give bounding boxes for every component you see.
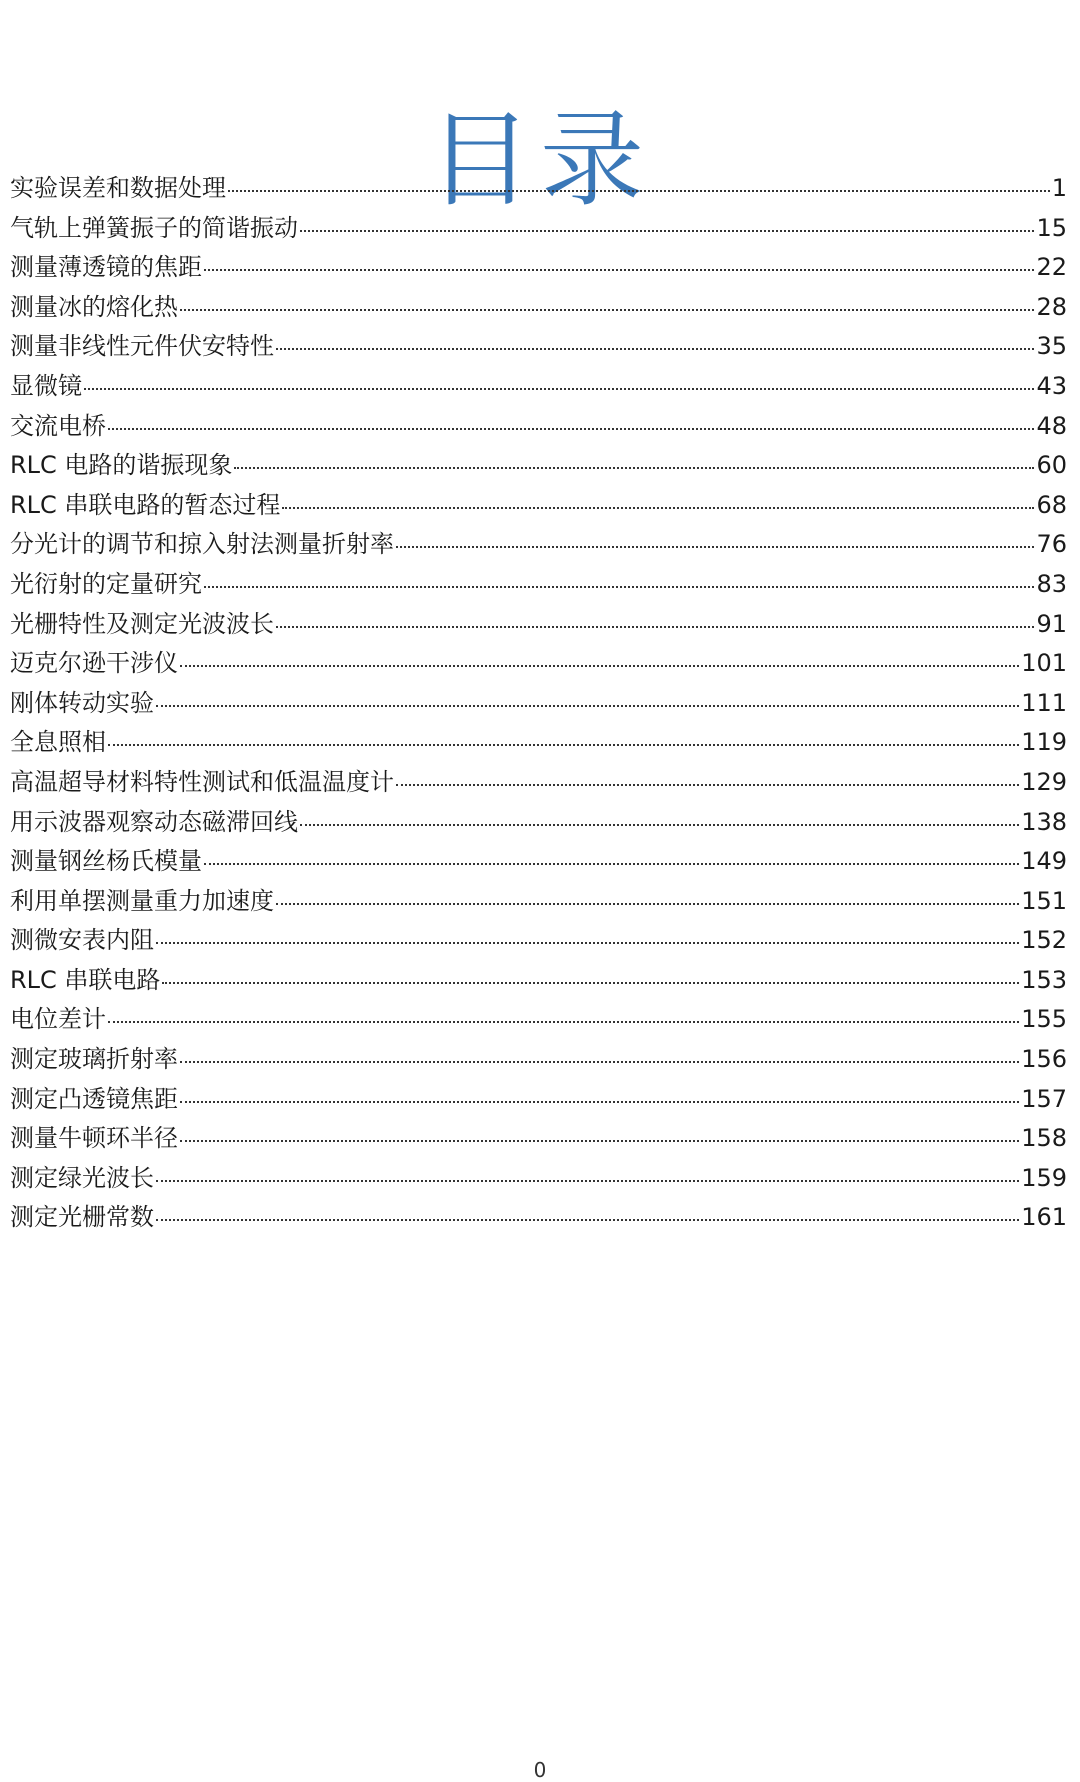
toc-entry[interactable] bbox=[10, 288, 1067, 328]
toc-entry-page: 91 bbox=[1036, 609, 1067, 638]
toc-entry-page: 119 bbox=[1021, 728, 1067, 757]
toc-dot-leader bbox=[276, 348, 1034, 350]
toc-entry-title: RLC 串联电路 bbox=[10, 965, 161, 994]
toc-entry[interactable] bbox=[10, 684, 1067, 724]
toc-dot-leader bbox=[300, 230, 1034, 232]
toc-entry-page: 28 bbox=[1036, 292, 1067, 321]
toc-entry[interactable] bbox=[10, 407, 1067, 447]
toc-entry[interactable] bbox=[10, 446, 1067, 486]
toc-entry-page: 1 bbox=[1051, 174, 1067, 202]
toc-entry[interactable] bbox=[10, 882, 1067, 922]
toc-entry-page: 101 bbox=[1021, 649, 1067, 678]
toc-entry-page: 43 bbox=[1036, 371, 1067, 400]
toc-entry-page: 157 bbox=[1021, 1084, 1067, 1113]
toc-entry[interactable] bbox=[10, 169, 1067, 209]
toc-entry-page: 22 bbox=[1036, 253, 1067, 282]
toc-entry[interactable] bbox=[10, 209, 1067, 249]
toc-entry-title: 测定光栅常数 bbox=[10, 1203, 154, 1232]
toc-entry[interactable] bbox=[10, 1119, 1067, 1159]
toc-entry-page: 76 bbox=[1036, 530, 1067, 559]
toc-entry-page: 15 bbox=[1036, 213, 1067, 242]
toc-entry[interactable] bbox=[10, 1198, 1067, 1238]
toc-dot-leader bbox=[180, 1061, 1019, 1063]
toc-entry-page: 153 bbox=[1021, 965, 1067, 994]
toc-entry-title: RLC 串联电路的暂态过程 bbox=[10, 490, 281, 519]
toc-entry-page: 48 bbox=[1036, 411, 1067, 440]
toc-entry-title: RLC 电路的谐振现象 bbox=[10, 451, 233, 480]
toc-dot-leader bbox=[84, 388, 1034, 390]
toc-dot-leader bbox=[156, 942, 1019, 944]
toc-entry[interactable] bbox=[10, 367, 1067, 407]
toc-dot-leader bbox=[180, 665, 1019, 667]
toc-entry-title: 利用单摆测量重力加速度 bbox=[10, 886, 274, 915]
toc-entry[interactable] bbox=[10, 723, 1067, 763]
toc-entry-title: 气轨上弹簧振子的简谐振动 bbox=[10, 213, 298, 242]
toc-entry-title: 电位差计 bbox=[10, 1005, 106, 1034]
page-number: 0 bbox=[533, 1758, 547, 1782]
toc-entry[interactable] bbox=[10, 1159, 1067, 1199]
toc-dot-leader bbox=[156, 1219, 1019, 1221]
toc-entry-title: 光衍射的定量研究 bbox=[10, 569, 202, 598]
toc-dot-leader bbox=[156, 1180, 1019, 1182]
toc-entry-title: 测量冰的熔化热 bbox=[10, 292, 178, 321]
toc-dot-leader bbox=[396, 546, 1034, 548]
toc-entry-title: 分光计的调节和掠入射法测量折射率 bbox=[10, 530, 394, 559]
toc-entry-page: 159 bbox=[1021, 1163, 1067, 1192]
toc-entry-page: 83 bbox=[1036, 569, 1067, 598]
toc-dot-leader bbox=[108, 428, 1034, 430]
toc-dot-leader bbox=[228, 190, 1050, 192]
toc-entry[interactable] bbox=[10, 921, 1067, 961]
toc-entry-page: 138 bbox=[1021, 807, 1067, 836]
toc-dot-leader bbox=[180, 309, 1034, 311]
toc-entry-title: 实验误差和数据处理 bbox=[10, 174, 226, 202]
toc-dot-leader bbox=[204, 863, 1019, 865]
toc-entry-title: 测量钢丝杨氏模量 bbox=[10, 847, 202, 876]
toc-entry-title: 测定玻璃折射率 bbox=[10, 1045, 178, 1074]
toc-entry-title: 交流电桥 bbox=[10, 411, 106, 440]
toc-dot-leader bbox=[396, 784, 1019, 786]
toc-entry-page: 111 bbox=[1021, 688, 1067, 717]
toc-entry[interactable] bbox=[10, 486, 1067, 526]
page-title: 目录 bbox=[427, 98, 652, 221]
toc-entry-page: 152 bbox=[1021, 926, 1067, 955]
toc-entry[interactable] bbox=[10, 763, 1067, 803]
toc-entry[interactable] bbox=[10, 327, 1067, 367]
toc-dot-leader bbox=[234, 467, 1034, 469]
toc-dot-leader bbox=[108, 1021, 1019, 1023]
toc-entry-title: 光栅特性及测定光波波长 bbox=[10, 609, 274, 638]
toc-entry[interactable] bbox=[10, 1040, 1067, 1080]
toc-dot-leader bbox=[204, 269, 1034, 271]
toc-entry-title: 全息照相 bbox=[10, 728, 106, 757]
toc-entry-title: 高温超导材料特性测试和低温温度计 bbox=[10, 767, 394, 796]
toc-dot-leader bbox=[180, 1101, 1019, 1103]
toc-entry-page: 156 bbox=[1021, 1045, 1067, 1074]
toc-entry[interactable] bbox=[10, 961, 1067, 1001]
toc-entry-page: 129 bbox=[1021, 767, 1067, 796]
toc-dot-leader bbox=[180, 1140, 1019, 1142]
toc-entry-title: 测定凸透镜焦距 bbox=[10, 1084, 178, 1113]
toc-entry-title: 测微安表内阻 bbox=[10, 926, 154, 955]
toc-dot-leader bbox=[300, 824, 1019, 826]
toc-entry[interactable] bbox=[10, 248, 1067, 288]
toc-entry-title: 刚体转动实验 bbox=[10, 688, 154, 717]
toc-dot-leader bbox=[276, 903, 1019, 905]
toc-entry[interactable] bbox=[10, 803, 1067, 843]
toc-entry-page: 158 bbox=[1021, 1124, 1067, 1153]
toc-entry-title: 测量牛顿环半径 bbox=[10, 1124, 178, 1153]
toc-entry-page: 161 bbox=[1021, 1203, 1067, 1232]
toc-entry-title: 显微镜 bbox=[10, 371, 82, 400]
toc-entry-title: 测定绿光波长 bbox=[10, 1163, 154, 1192]
toc-dot-leader bbox=[108, 744, 1019, 746]
toc-dot-leader bbox=[282, 507, 1034, 509]
toc-entry[interactable] bbox=[10, 644, 1067, 684]
toc-entry-title: 迈克尔逊干涉仪 bbox=[10, 649, 178, 678]
toc-dot-leader bbox=[204, 586, 1034, 588]
toc-entry[interactable] bbox=[10, 1080, 1067, 1120]
table-of-contents bbox=[10, 169, 1067, 1238]
toc-dot-leader bbox=[156, 705, 1019, 707]
toc-dot-leader bbox=[276, 626, 1034, 628]
toc-entry-title: 测量非线性元件伏安特性 bbox=[10, 332, 274, 361]
toc-entry[interactable] bbox=[10, 1000, 1067, 1040]
toc-entry[interactable] bbox=[10, 842, 1067, 882]
toc-entry-page: 35 bbox=[1036, 332, 1067, 361]
toc-dot-leader bbox=[162, 982, 1019, 984]
toc-entry-page: 155 bbox=[1021, 1005, 1067, 1034]
toc-entry[interactable] bbox=[10, 565, 1067, 605]
toc-entry-page: 149 bbox=[1021, 847, 1067, 876]
toc-entry-page: 151 bbox=[1021, 886, 1067, 915]
toc-entry[interactable] bbox=[10, 605, 1067, 645]
toc-entry-title: 测量薄透镜的焦距 bbox=[10, 253, 202, 282]
toc-entry-page: 68 bbox=[1036, 490, 1067, 519]
toc-entry[interactable] bbox=[10, 525, 1067, 565]
toc-entry-page: 60 bbox=[1036, 451, 1067, 480]
toc-entry-title: 用示波器观察动态磁滞回线 bbox=[10, 807, 298, 836]
